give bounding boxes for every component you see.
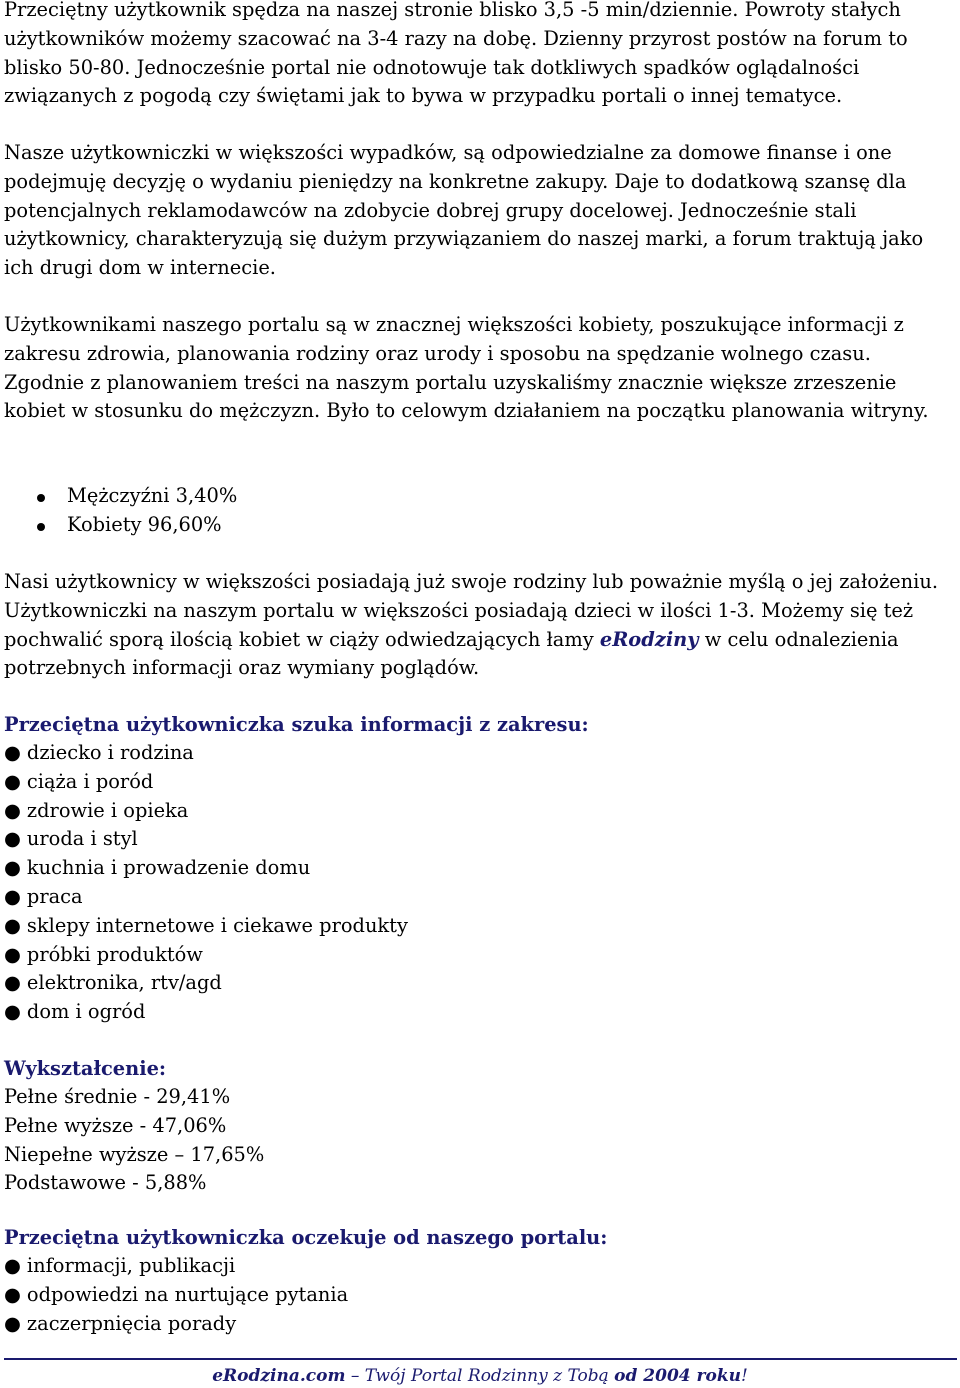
gender-item-men [4, 482, 954, 511]
bullet-icon: ● [4, 798, 21, 822]
list-item [4, 797, 954, 826]
list-item-label: uroda i styl [26, 827, 138, 851]
bullet-icon: ● [4, 856, 21, 880]
gender-list [4, 482, 954, 540]
list-item [4, 825, 954, 854]
footer-divider [4, 1358, 957, 1360]
list-item [4, 739, 954, 768]
bullet-icon: ● [4, 741, 21, 764]
expectations-list [4, 1252, 954, 1338]
bullet-icon: ● [4, 1000, 21, 1024]
paragraph-audience: Użytkownikami naszego portalu są w znacznej większości kobiety, poszukujące informacji z zakresu zdrowia, planowania rodziny oraz urody i sposobu na spędzanie wolnego czasu. Zgodnie z planowaniem treści na naszym portalu uzyskaliśmy znacznie większe zrzeszenie kobiet w stosunku do mężczyzn. Było to celowym działaniem na początku planowania witryny. [4, 313, 929, 423]
gender-item-label: Mężczyźni 3,40% [67, 484, 238, 507]
bullet-icon: ● [4, 827, 21, 851]
list-item-label: dom i ogród [26, 1000, 146, 1024]
footer-site-name: eRodzina.com [212, 1366, 346, 1386]
list-item-label: sklepy internetowe i ciekawe produkty [26, 913, 408, 937]
list-item [4, 1281, 954, 1310]
bullet-icon: ● [4, 942, 21, 966]
bullet-icon: ● [4, 884, 21, 908]
list-item: Podstawowe - 5,88% [4, 1171, 207, 1195]
list-item-label: odpowiedzi na nurtujące pytania [26, 1282, 349, 1306]
interests-list [4, 739, 954, 1027]
list-item [4, 883, 954, 912]
list-item [4, 1310, 954, 1339]
paragraph-visit-stats: Przeciętny użytkownik spędza na naszej stronie blisko 3,5 -5 min/dziennie. Powroty stałych użytkowników możemy szacować na 3-4 razy na dobę. Dzienny przyrost postów na forum to blisko 50-80. Jednocześnie portal nie odnotowuje tak dotkliwych spadków oglądalności związanych z pogodą czy świętami jak to bywa w przypadku portali o innej tematyce. [4, 0, 908, 108]
list-item-label: dziecko i rodzina [26, 741, 194, 764]
list-item-label: zaczerpnięcia porady [26, 1311, 237, 1335]
bullet-icon [37, 494, 45, 502]
footer-since: od 2004 roku [614, 1366, 741, 1386]
bullet-icon [37, 523, 45, 531]
list-item [4, 1252, 954, 1281]
list-item-label: ciąża i poród [26, 769, 154, 793]
list-item-label: informacji, publikacji [26, 1254, 236, 1277]
list-item-label: elektronika, rtv/agd [26, 971, 222, 995]
brand-name: eRodziny [599, 627, 699, 651]
paragraph-families [4, 568, 954, 683]
gender-item-label: Kobiety 96,60% [67, 512, 222, 536]
list-item-label: praca [26, 884, 83, 908]
list-item [4, 912, 954, 941]
education-list [4, 1083, 954, 1198]
footer [0, 1364, 960, 1388]
list-item [4, 969, 954, 998]
list-item [4, 854, 954, 883]
list-item: Pełne średnie - 29,41% [4, 1085, 231, 1108]
bullet-icon: ● [4, 971, 21, 995]
gender-item-women [4, 511, 954, 540]
interests-heading: Przeciętna użytkowniczka szuka informacji z zakresu: [4, 713, 589, 736]
footer-tagline: – Twój Portal Rodzinny z Tobą [345, 1366, 615, 1386]
list-item [4, 998, 954, 1027]
list-item-label: próbki produktów [26, 942, 203, 966]
bullet-icon: ● [4, 1254, 21, 1277]
list-item-label: zdrowie i opieka [26, 798, 189, 822]
list-item [4, 941, 954, 970]
bullet-icon: ● [4, 913, 21, 937]
bullet-icon: ● [4, 1311, 21, 1335]
expectations-heading: Przeciętna użytkowniczka oczekuje od naszego portalu: [4, 1226, 608, 1249]
list-item: Pełne wyższe - 47,06% [4, 1113, 227, 1137]
list-item [4, 768, 954, 797]
footer-end: ! [740, 1366, 748, 1386]
paragraph-families-text-end: w celu odnalezienia potrzebnych informacji oraz wymiany poglądów. [4, 627, 899, 680]
education-heading: Wykształcenie: [4, 1057, 167, 1080]
list-item-label: kuchnia i prowadzenie domu [26, 856, 311, 880]
list-item: Niepełne wyższe – 17,65% [4, 1142, 265, 1166]
bullet-icon: ● [4, 1282, 21, 1306]
bullet-icon: ● [4, 769, 21, 793]
paragraph-user-decisions: Nasze użytkowniczki w większości wypadków, są odpowiedzialne za domowe finanse i one podejmuję decyzję o wydaniu pieniędzy na konkretne zakupy. Daje to dodatkową szansę dla potencjalnych reklamodawców na zdobycie dobrej grupy docelowej. Jednocześnie stali użytkownicy, charakteryzują się dużym przywiązaniem do naszej marki, a forum traktują jako ich drugi dom w internecie. [4, 141, 924, 280]
paragraph-families-text: Nasi użytkownicy w większości posiadają już swoje rodziny lub poważnie myślą o jej założeniu. Użytkowniczki na naszym portalu w większości posiadają dzieci w ilości 1-3. Możemy się też pochwalić sporą ilością kobiet w ciąży odwiedzających łamy [4, 570, 938, 651]
